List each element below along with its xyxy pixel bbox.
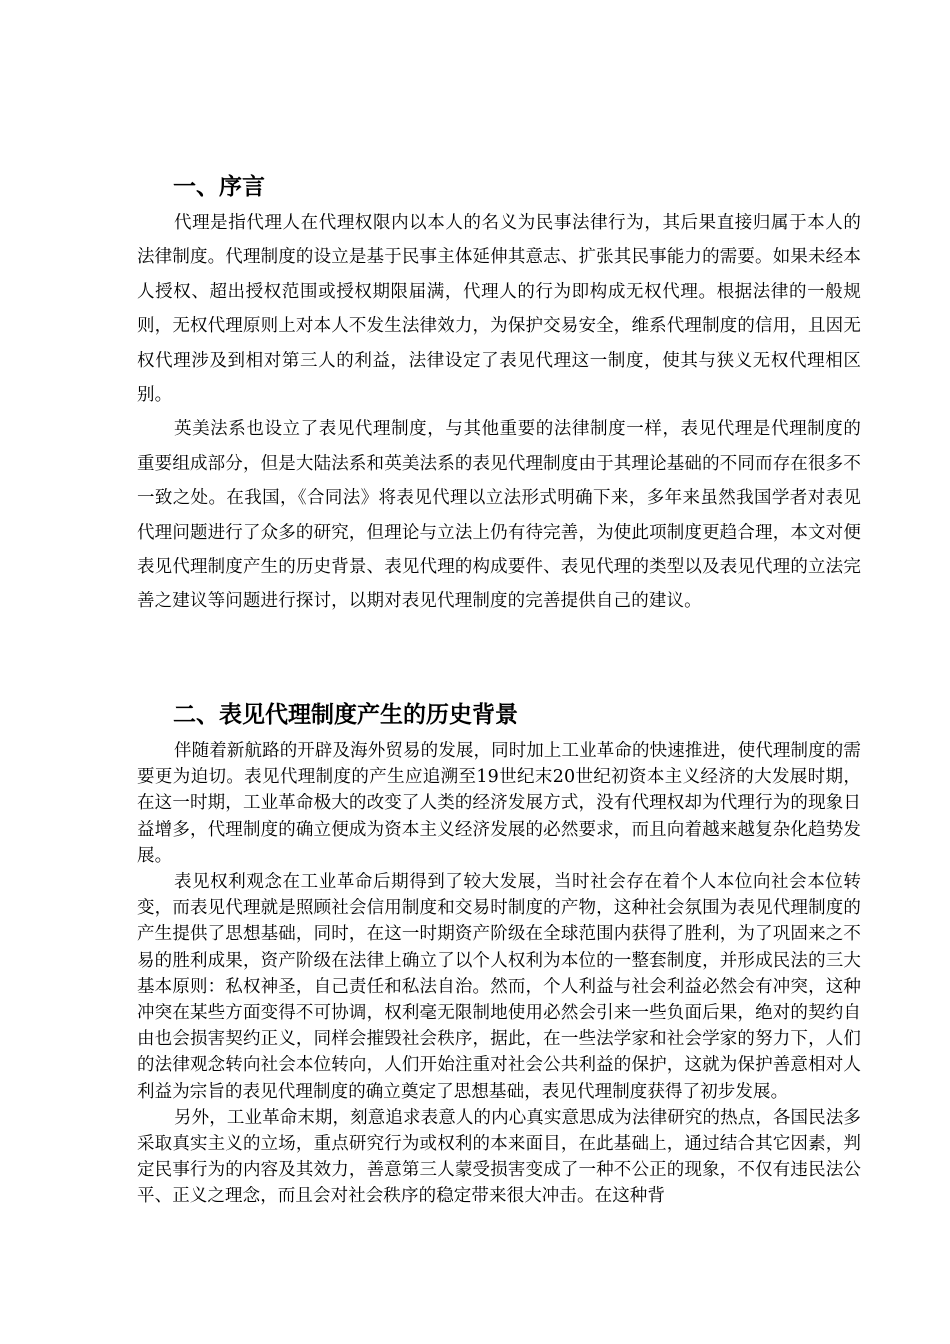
paragraph: 另外，工业革命末期，刻意追求表意人的内心真实意思成为法律研究的热点，各国民法多采取真实主义的立场，重点研究行为或权利的本来面目，在此基础上，通过结合其它因素，判定民事行为的内容及其效力，善意第三人蒙受损害变成了一种不公正的现象，不仅有违民法公平、正义之理念，而且会对社会秩序的稳定带来很大冲击。在这种背 — [137, 1107, 861, 1207]
section-heading-preface: 一、序言 — [173, 174, 265, 200]
section-body-preface — [137, 206, 861, 619]
paragraph: 英美法系也设立了表见代理制度，与其他重要的法律制度一样，表见代理是代理制度的重要组成部分，但是大陆法系和英美法系的表见代理制度由于其理论基础的不同而存在很多不一致之处。在我国，《合同法》将表见代理以立法形式明确下来，多年来虽然我国学者对表见代理问题进行了众多的研究，但理论与立法上仍有待完善，为使此项制度更趋合理，本文对便表见代理制度产生的历史背景、表见代理的构成要件、表见代理的类型以及表见代理的立法完善之建议等问题进行探讨，以期对表见代理制度的完善提供自己的建议。 — [137, 419, 861, 612]
section-heading-history: 二、表见代理制度产生的历史背景 — [173, 702, 518, 728]
paragraph: 伴随着新航路的开辟及海外贸易的发展，同时加上工业革命的快速推进，使代理制度的需要更为迫切。表见代理制度的产生应追溯至19世纪末20世纪初资本主义经济的大发展时期，在这一时期，工业革命极大的改变了人类的经济发展方式，没有代理权却为代理行为的现象日益增多，代理制度的确立便成为资本主义经济发展的必然要求，而且向着越来越复杂化趋势发展。 — [137, 741, 861, 866]
paragraph: 代理是指代理人在代理权限内以本人的名义为民事法律行为，其后果直接归属于本人的法律制度。代理制度的设立是基于民事主体延伸其意志、扩张其民事能力的需要。如果未经本人授权、超出授权范围或授权期限届满，代理人的行为即构成无权代理。根据法律的一般规则，无权代理原则上对本人不发生法律效力，为保护交易安全，维系代理制度的信用，且因无权代理涉及到相对第三人的利益，法律设定了表见代理这一制度，使其与狭义无权代理相区别。 — [137, 213, 861, 406]
section-body-history — [137, 738, 861, 1210]
paragraph: 表见权利观念在工业革命后期得到了较大发展，当时社会存在着个人本位向社会本位转变，而表见代理就是照顾社会信用制度和交易时制度的产物，这种社会氛围为表见代理制度的产生提供了思想基础，同时，在这一时期资产阶级在全球范围内获得了胜利，为了巩固来之不易的胜利成果，资产阶级在法律上确立了以个人权利为本位的一整套制度，并形成民法的三大基本原则：私权神圣，自己责任和私法自治。然而，个人利益与社会利益必然会有冲突，这种冲突在某些方面变得不可协调，权利毫无限制地使用必然会引来一些负面后果，绝对的契约自由也会损害契约正义，同样会摧毁社会秩序，据此，在一些法学家和社会学家的努力下，人们的法律观念转向社会本位转向，人们开始注重对社会公共利益的保护，这就为保护善意相对人利益为宗旨的表见代理制度的确立奠定了思想基础，表见代理制度获得了初步发展。 — [137, 872, 861, 1102]
